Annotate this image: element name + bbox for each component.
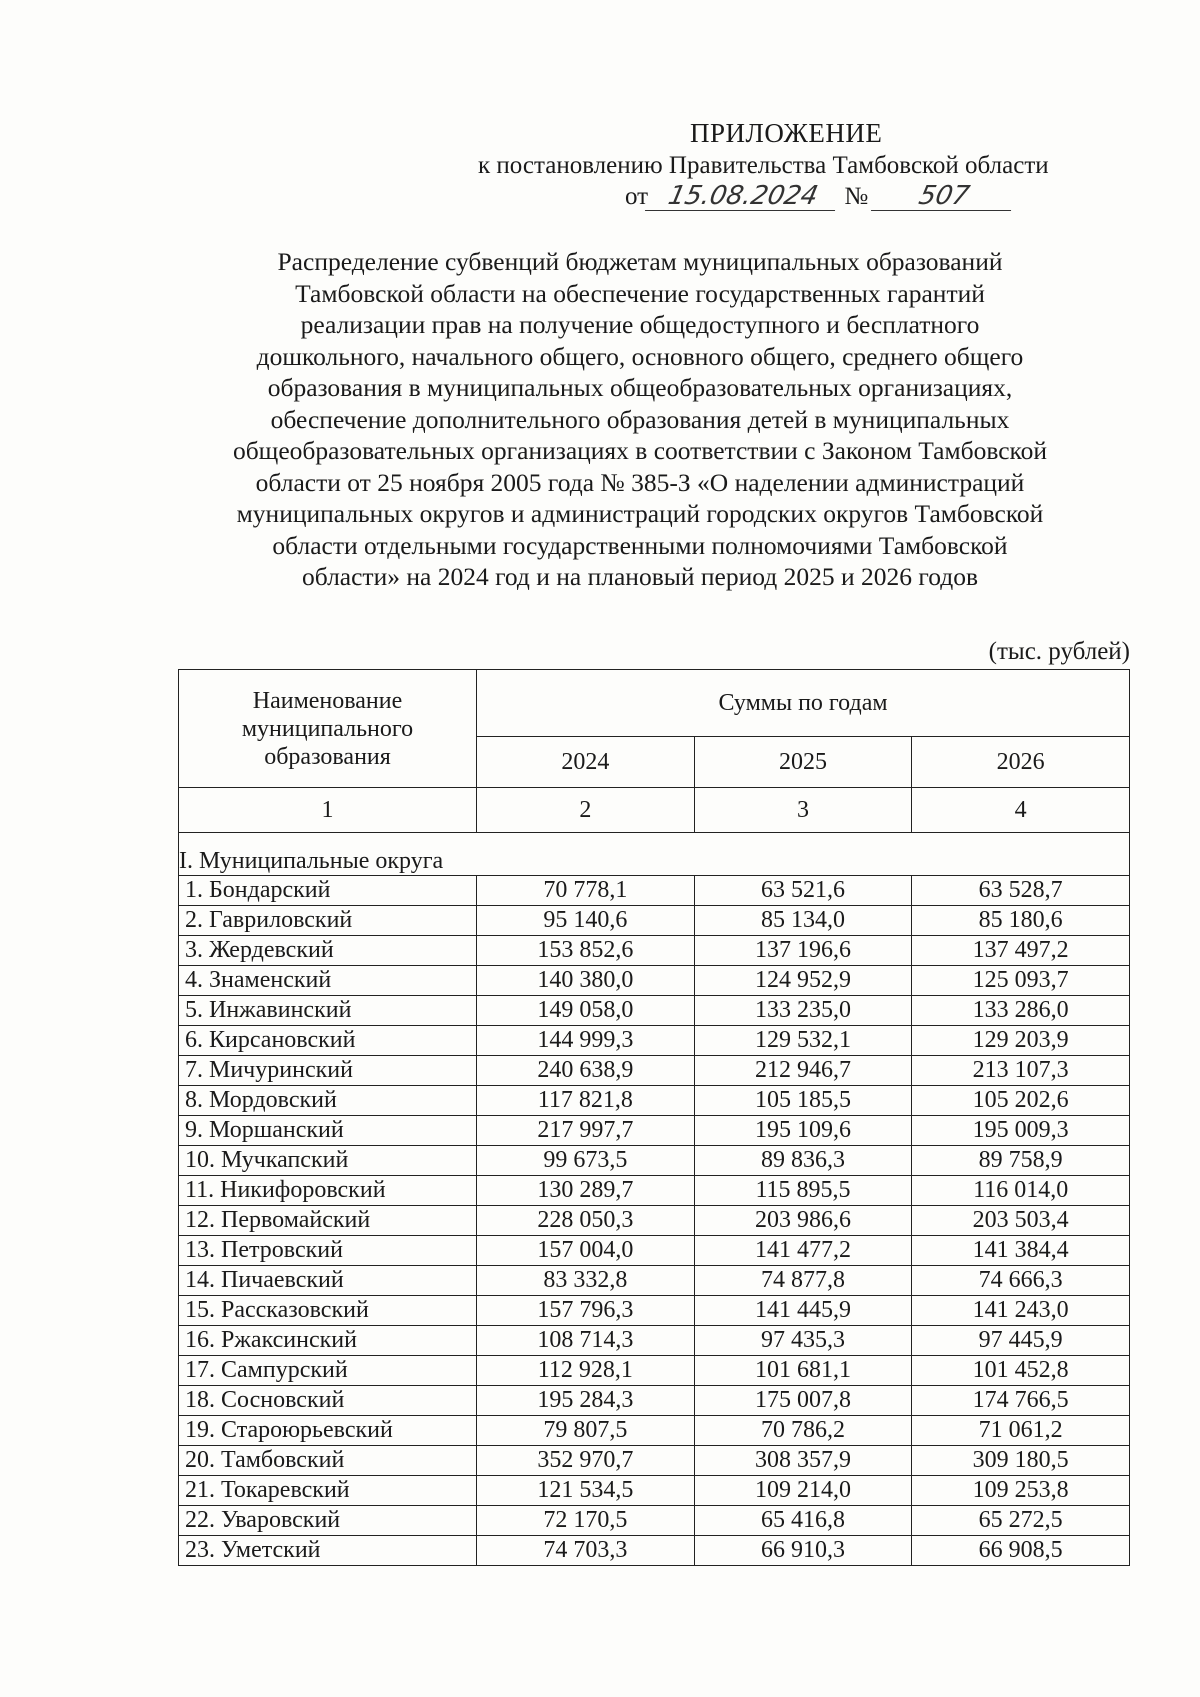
value-2026: 116 014,0 (912, 1176, 1130, 1206)
municipality-name: 11. Никифоровский (179, 1176, 477, 1206)
value-2024: 99 673,5 (477, 1146, 695, 1176)
table-row (179, 876, 1130, 906)
value-2024: 217 997,7 (477, 1116, 695, 1146)
value-2026: 195 009,3 (912, 1116, 1130, 1146)
value-2025: 203 986,6 (694, 1206, 912, 1236)
value-2025: 85 134,0 (694, 906, 912, 936)
table-row (179, 1146, 1130, 1176)
table-row (179, 1236, 1130, 1266)
value-2025: 212 946,7 (694, 1056, 912, 1086)
value-2026: 137 497,2 (912, 936, 1130, 966)
table-row (179, 996, 1130, 1026)
heading-line: Тамбовской области на обеспечение государственных гарантий (295, 278, 985, 308)
value-2024: 149 058,0 (477, 996, 695, 1026)
value-2026: 141 243,0 (912, 1296, 1130, 1326)
value-2026: 85 180,6 (912, 906, 1130, 936)
handwritten-number: 507 (871, 182, 1017, 211)
column-number: 4 (912, 788, 1130, 833)
value-2025: 308 357,9 (694, 1446, 912, 1476)
section-title: I. Муниципальные округа (179, 833, 1130, 876)
heading-line: обеспечение дополнительного образования детей в муниципальных (270, 404, 1010, 434)
value-2026: 129 203,9 (912, 1026, 1130, 1056)
value-2026: 97 445,9 (912, 1326, 1130, 1356)
value-2026: 89 758,9 (912, 1146, 1130, 1176)
value-2025: 105 185,5 (694, 1086, 912, 1116)
municipality-name: 17. Сампурский (179, 1356, 477, 1386)
table-row (179, 906, 1130, 936)
value-2025: 129 532,1 (694, 1026, 912, 1056)
value-2026: 133 286,0 (912, 996, 1130, 1026)
value-2025: 97 435,3 (694, 1326, 912, 1356)
value-2026: 125 093,7 (912, 966, 1130, 996)
table-row (179, 1026, 1130, 1056)
municipality-name: 22. Уваровский (179, 1506, 477, 1536)
table-row (179, 936, 1130, 966)
table-row (179, 1356, 1130, 1386)
document-heading (160, 246, 1120, 593)
appendix-date-line (625, 182, 1014, 211)
value-2024: 130 289,7 (477, 1176, 695, 1206)
value-2024: 153 852,6 (477, 936, 695, 966)
heading-line: общеобразовательных организациях в соответствии с Законом Тамбовской (232, 436, 1048, 465)
value-2025: 195 109,6 (694, 1116, 912, 1146)
value-2024: 79 807,5 (477, 1416, 695, 1446)
municipality-name: 16. Ржаксинский (179, 1326, 477, 1356)
value-2024: 240 638,9 (477, 1056, 695, 1086)
value-2024: 195 284,3 (477, 1386, 695, 1416)
table-row (179, 1506, 1130, 1536)
value-2025: 74 877,8 (694, 1266, 912, 1296)
units-label: (тыс. рублей) (988, 638, 1130, 665)
table-row (179, 1086, 1130, 1116)
value-2026: 66 908,5 (912, 1536, 1130, 1566)
table-row (179, 1296, 1130, 1326)
value-2026: 203 503,4 (912, 1206, 1130, 1236)
value-2026: 105 202,6 (912, 1086, 1130, 1116)
appendix-title: ПРИЛОЖЕНИЕ (690, 118, 883, 148)
table-row (179, 1176, 1130, 1206)
value-2024: 108 714,3 (477, 1326, 695, 1356)
heading-line: области от 25 ноября 2005 года № 385-З «О наделении администраций (255, 467, 1025, 497)
value-2025: 66 910,3 (694, 1536, 912, 1566)
value-2025: 65 416,8 (694, 1506, 912, 1536)
table-row (179, 1116, 1130, 1146)
value-2025: 137 196,6 (694, 936, 912, 966)
value-2025: 124 952,9 (694, 966, 912, 996)
municipality-name: 14. Пичаевский (179, 1266, 477, 1296)
value-2024: 70 778,1 (477, 876, 695, 906)
heading-line: области» на 2024 год и на плановый период 2025 и 2026 годов (301, 562, 978, 591)
municipality-name: 5. Инжавинский (179, 996, 477, 1026)
heading-line: области отдельными государственными полномочиями Тамбовской (272, 530, 1008, 560)
table-row (179, 1266, 1130, 1296)
municipality-name: 3. Жердевский (179, 936, 477, 966)
value-2026: 65 272,5 (912, 1506, 1130, 1536)
section-row (179, 833, 1130, 876)
value-2025: 70 786,2 (694, 1416, 912, 1446)
value-2024: 157 796,3 (477, 1296, 695, 1326)
column-number: 3 (694, 788, 912, 833)
municipality-name: 6. Кирсановский (179, 1026, 477, 1056)
municipality-name: 1. Бондарский (179, 876, 477, 906)
value-2024: 352 970,7 (477, 1446, 695, 1476)
table-row (179, 966, 1130, 996)
heading-line: образования в муниципальных общеобразовательных организациях, (267, 373, 1013, 402)
column-number: 1 (179, 788, 477, 833)
value-2024: 95 140,6 (477, 906, 695, 936)
value-2024: 140 380,0 (477, 966, 695, 996)
heading-line: реализации прав на получение общедоступного и бесплатного (300, 310, 980, 339)
value-2024: 72 170,5 (477, 1506, 695, 1536)
municipality-name: 19. Староюрьевский (179, 1416, 477, 1446)
header-name: Наименование муниципального образования (179, 670, 477, 788)
municipality-name: 4. Знаменский (179, 966, 477, 996)
municipality-name: 7. Мичуринский (179, 1056, 477, 1086)
municipality-name: 18. Сосновский (179, 1386, 477, 1416)
value-2026: 213 107,3 (912, 1056, 1130, 1086)
table-row (179, 1056, 1130, 1086)
value-2025: 63 521,6 (694, 876, 912, 906)
heading-line: дошкольного, начального общего, основного общего, среднего общего (256, 341, 1024, 371)
table-row (179, 1416, 1130, 1446)
value-2025: 101 681,1 (694, 1356, 912, 1386)
municipality-name: 23. Уметский (179, 1536, 477, 1566)
date-prefix: от (625, 183, 649, 210)
value-2026: 141 384,4 (912, 1236, 1130, 1266)
appendix-subtitle: к постановлению Правительства Тамбовской области (478, 152, 1049, 179)
heading-line: Распределение субвенций бюджетам муниципальных образований (277, 247, 1003, 276)
handwritten-date: 15.08.2024 (645, 182, 841, 211)
table-row (179, 1536, 1130, 1566)
heading-line: муниципальных округов и администраций городских округов Тамбовской (236, 499, 1044, 528)
subvention-table (178, 669, 1130, 1566)
number-prefix: № (844, 183, 869, 210)
table-row (179, 1206, 1130, 1236)
municipality-name: 20. Тамбовский (179, 1446, 477, 1476)
column-number-row (179, 788, 1130, 833)
value-2026: 74 666,3 (912, 1266, 1130, 1296)
value-2025: 141 477,2 (694, 1236, 912, 1266)
value-2024: 157 004,0 (477, 1236, 695, 1266)
municipality-name: 2. Гавриловский (179, 906, 477, 936)
value-2024: 74 703,3 (477, 1536, 695, 1566)
value-2026: 109 253,8 (912, 1476, 1130, 1506)
municipality-name: 12. Первомайский (179, 1206, 477, 1236)
value-2024: 83 332,8 (477, 1266, 695, 1296)
value-2025: 133 235,0 (694, 996, 912, 1026)
municipality-name: 9. Моршанский (179, 1116, 477, 1146)
municipality-name: 15. Рассказовский (179, 1296, 477, 1326)
table-row (179, 1326, 1130, 1356)
municipality-name: 13. Петровский (179, 1236, 477, 1266)
value-2026: 63 528,7 (912, 876, 1130, 906)
value-2024: 121 534,5 (477, 1476, 695, 1506)
value-2024: 228 050,3 (477, 1206, 695, 1236)
header-year: 2026 (912, 737, 1130, 788)
table-row (179, 1446, 1130, 1476)
column-number: 2 (477, 788, 695, 833)
value-2024: 112 928,1 (477, 1356, 695, 1386)
value-2025: 115 895,5 (694, 1176, 912, 1206)
value-2025: 175 007,8 (694, 1386, 912, 1416)
municipality-name: 10. Мучкапский (179, 1146, 477, 1176)
value-2026: 101 452,8 (912, 1356, 1130, 1386)
value-2026: 71 061,2 (912, 1416, 1130, 1446)
value-2024: 144 999,3 (477, 1026, 695, 1056)
table-row (179, 1386, 1130, 1416)
municipality-name: 8. Мордовский (179, 1086, 477, 1116)
header-year: 2025 (694, 737, 912, 788)
header-sums: Суммы по годам (477, 670, 1130, 737)
value-2024: 117 821,8 (477, 1086, 695, 1116)
header-year: 2024 (477, 737, 695, 788)
value-2026: 309 180,5 (912, 1446, 1130, 1476)
value-2025: 109 214,0 (694, 1476, 912, 1506)
municipality-name: 21. Токаревский (179, 1476, 477, 1506)
value-2025: 89 836,3 (694, 1146, 912, 1176)
value-2026: 174 766,5 (912, 1386, 1130, 1416)
value-2025: 141 445,9 (694, 1296, 912, 1326)
table-row (179, 1476, 1130, 1506)
